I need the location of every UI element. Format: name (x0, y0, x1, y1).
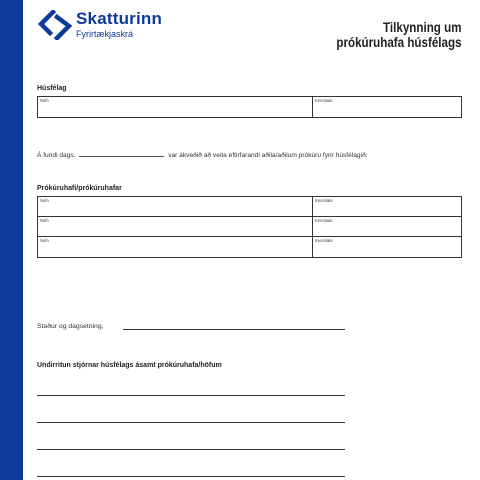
meeting-statement (37, 151, 368, 159)
signature-line[interactable] (37, 476, 345, 477)
document-title-line-1: Tilkynning um (383, 20, 462, 35)
prokuruhafi-name-field[interactable] (38, 197, 313, 216)
meeting-suffix: var ákveðið að veita eftirfarandi aðila/aðilum prókúru fyrir húsfélagið: (168, 152, 368, 159)
signature-line[interactable] (37, 395, 345, 396)
place-date-label: Staður og dagsetning, (37, 323, 104, 330)
prokuruhafar-label: Prókúruhafi/prókúruhafar (37, 185, 122, 192)
prokuruhafi-kennitala-field[interactable] (313, 217, 461, 236)
field-label-kennitala: Kennitala (315, 98, 333, 103)
prokuruhafi-kennitala-field[interactable] (313, 237, 461, 257)
husfelag-row (38, 97, 461, 117)
husfelag-label: Húsfélag (37, 85, 67, 92)
logo-mark-icon (38, 10, 72, 40)
field-label-name: Nafn (40, 98, 49, 103)
prokuruhafi-kennitala-field[interactable] (313, 197, 461, 216)
field-label-kennitala: Kennitala (315, 238, 333, 243)
meeting-prefix: Á fundi dags. (37, 152, 76, 159)
document-title-line-2: prókúruhafa húsfélags (336, 35, 462, 50)
husfelag-form (37, 96, 462, 118)
signature-line[interactable] (37, 422, 345, 423)
signature-line[interactable] (37, 449, 345, 450)
skatturinn-logo (38, 10, 162, 40)
prokuruhafi-row (38, 217, 461, 237)
prokuruhafi-name-field[interactable] (38, 237, 313, 257)
field-label-name: Nafn (40, 198, 49, 203)
side-color-bar (0, 0, 23, 480)
prokuruhafi-row (38, 237, 461, 257)
husfelag-kennitala-field[interactable] (313, 97, 461, 117)
brand-subtitle: Fyrirtækjaskrá (76, 29, 134, 39)
prokuruhafar-form (37, 196, 462, 258)
meeting-date-field[interactable] (79, 151, 164, 157)
field-label-name: Nafn (40, 238, 49, 243)
brand-name: Skatturinn (76, 9, 163, 28)
place-date-field[interactable] (123, 329, 345, 330)
field-label-kennitala: Kennitala (315, 198, 333, 203)
signatures-label: Undirritun stjórnar húsfélags ásamt prókúruhafa/höfum (37, 362, 222, 369)
field-label-name: Nafn (40, 218, 49, 223)
document-title (337, 20, 462, 50)
prokuruhafi-row (38, 197, 461, 217)
husfelag-name-field[interactable] (38, 97, 313, 117)
prokuruhafi-name-field[interactable] (38, 217, 313, 236)
field-label-kennitala: Kennitala (315, 218, 333, 223)
